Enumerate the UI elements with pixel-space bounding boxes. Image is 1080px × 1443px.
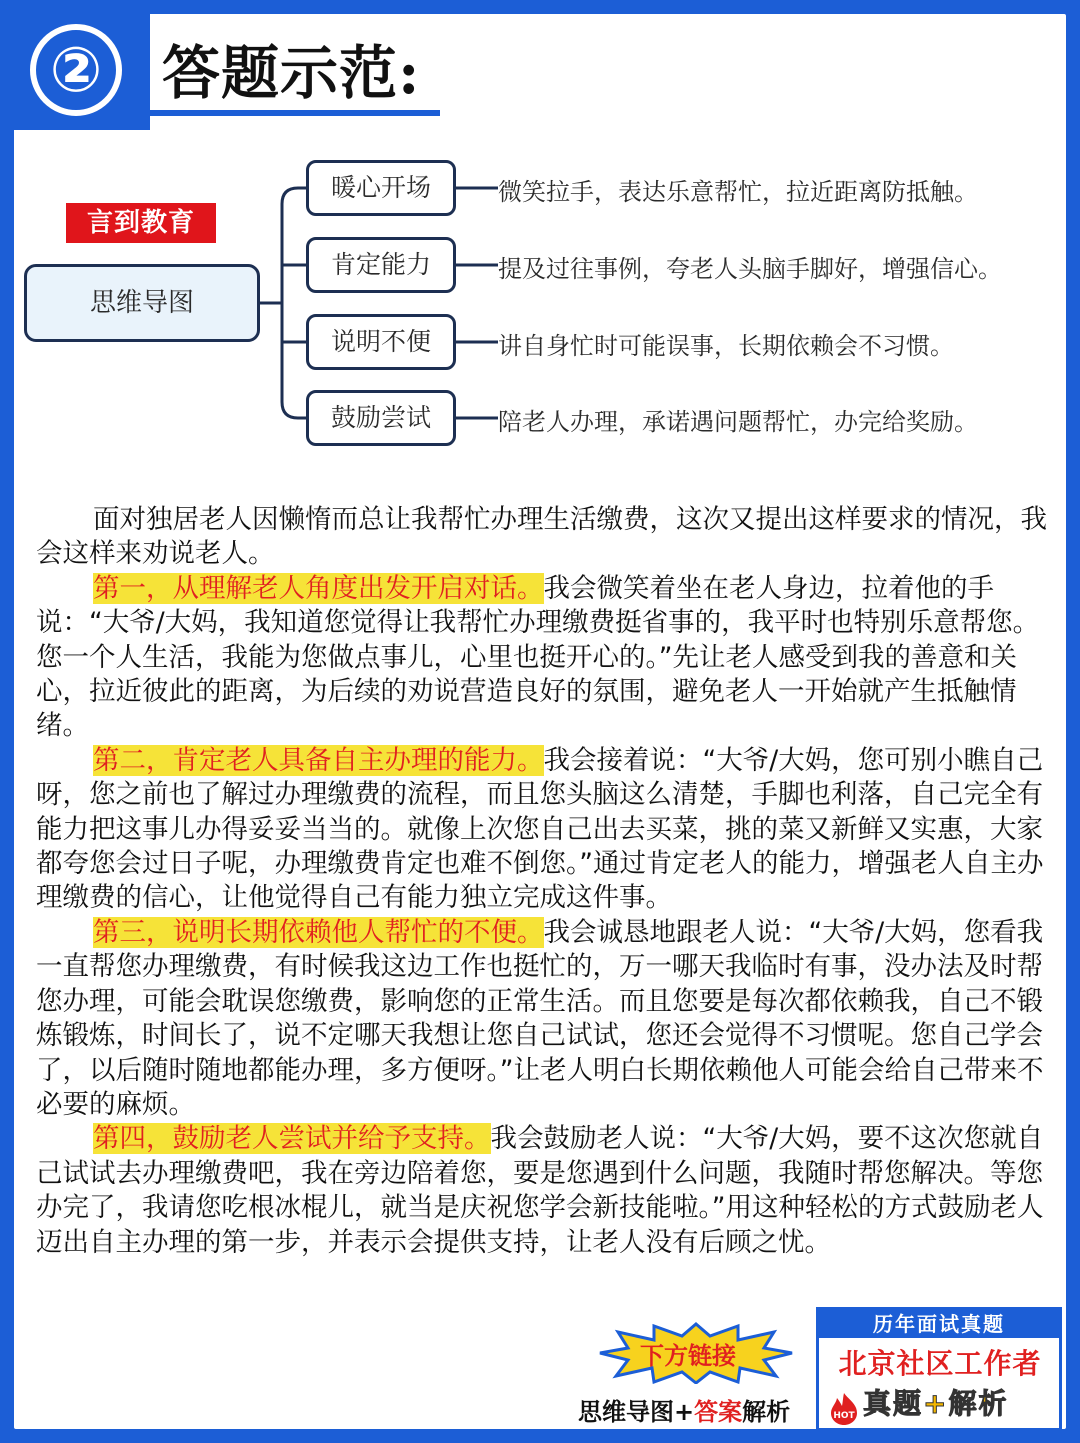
step-number-badge: ② <box>30 24 122 116</box>
link-badge[interactable]: 下方链接 <box>640 1342 736 1370</box>
promo-top: 历年面试真题 <box>819 1310 1059 1338</box>
point-heading: 第二，肯定老人具备自主办理的能力。 <box>93 744 544 776</box>
point-heading: 第三，说明长期依赖他人帮忙的不便。 <box>93 916 544 948</box>
mindmap-branch: 暖心开场 <box>306 160 456 216</box>
point-text: 我会鼓励老人说：“大爷/大妈，要不这次您就自己试试去办理缴费吧，我在旁边陪着您，要是您遇到什么问题，我随时帮您解决。等您办完了，我请您吃根冰棍儿，就当是庆祝您学会新技能啦。”用这种轻松的方式鼓励老人迈出自主办理的第一步，并表示会提供支持，让老人没有后顾之忧。 <box>36 1123 1044 1258</box>
promo-subtitle: 真题+解析 <box>863 1387 1009 1420</box>
mindmap-leaf: 讲自身忙时可能误事，长期依赖会不习惯。 <box>498 332 954 360</box>
intro-paragraph: 面对独居老人因懒惰而总让我帮忙办理生活缴费，这次又提出这样要求的情况，我会这样来劝说老人。 <box>36 504 1047 570</box>
promo-title: 北京社区工作者 <box>838 1347 1042 1380</box>
mindmap-branch: 肯定能力 <box>306 237 456 293</box>
bottom-label-red: 答案 <box>694 1398 743 1426</box>
answer-body <box>36 503 1052 1260</box>
bottom-label-part: 解析 <box>742 1398 791 1426</box>
brand-label: 言到教育 <box>66 203 216 243</box>
hot-text: HOT <box>833 1411 855 1421</box>
bottom-label <box>578 1392 790 1427</box>
mindmap-branch: 鼓励尝试 <box>306 390 456 446</box>
point-heading: 第四，鼓励老人尝试并给予支持。 <box>93 1123 491 1155</box>
point-text: 我会诚恳地跟老人说：“大爷/大妈，您看我一直帮您办理缴费，有时候我这边工作也挺忙的，万一哪天我临时有事，没办法及时帮您办理，可能会耽误您缴费，影响您的正常生活。而且您要是每次都依赖我，自己不锻炼锻炼，时间长了，说不定哪天我想让您自己试试，您还会觉得不习惯呢。您自己学会了，以后随时随地都能办理，多方便呀。”让老人明白长期依赖他人可能会给自己带来不必要的麻烦。 <box>36 916 1044 1120</box>
point-text: 我会接着说：“大爷/大妈，您可别小瞧自己呀，您之前也了解过办理缴费的流程，而且您头脑这么清楚，手脚也利落，自己完全有能力把这事儿办得妥妥当当的。就像上次您自己出去买菜，挑的菜又新鲜又实惠，大家都夸您会过日子呢，办理缴费肯定也难不倒您。”通过肯定老人的能力，增强老人自主办理缴费的信心，让他觉得自己有能力独立完成这件事。 <box>36 744 1044 914</box>
mindmap-root: 思维导图 <box>24 264 260 342</box>
mindmap-leaf: 陪老人办理，承诺遇问题帮忙，办完给奖励。 <box>498 408 978 436</box>
point-text: 我会微笑着坐在老人身边，拉着他的手说：“大爷/大妈，我知道您觉得让我帮忙办理缴费挺省事的，我平时也特别乐意帮您。您一个人生活，我能为您做点事儿，心里也挺开心的。”先让老人感受到我的善意和关心，拉近彼此的距离，为后续的劝说营造良好的氛围，避免老人一开始就产生抵触情绪。 <box>36 572 1040 742</box>
mindmap-leaf: 微笑拉手，表达乐意帮忙，拉近距离防抵触。 <box>498 178 978 206</box>
point-paragraph <box>36 744 1052 916</box>
point-paragraph <box>36 916 1052 1122</box>
page-title: 答题示范: <box>162 39 421 107</box>
bottom-label-part: 思维导图+ <box>578 1398 695 1426</box>
promo-box[interactable] <box>816 1307 1062 1431</box>
hot-flame-icon <box>827 1392 861 1426</box>
point-paragraph <box>36 1122 1052 1260</box>
point-paragraph <box>36 572 1052 744</box>
mindmap-branch: 说明不便 <box>306 314 456 370</box>
point-heading: 第一，从理解老人角度出发开启对话。 <box>93 572 544 604</box>
mindmap-leaf: 提及过往事例，夸老人头脑手脚好，增强信心。 <box>498 255 1002 283</box>
